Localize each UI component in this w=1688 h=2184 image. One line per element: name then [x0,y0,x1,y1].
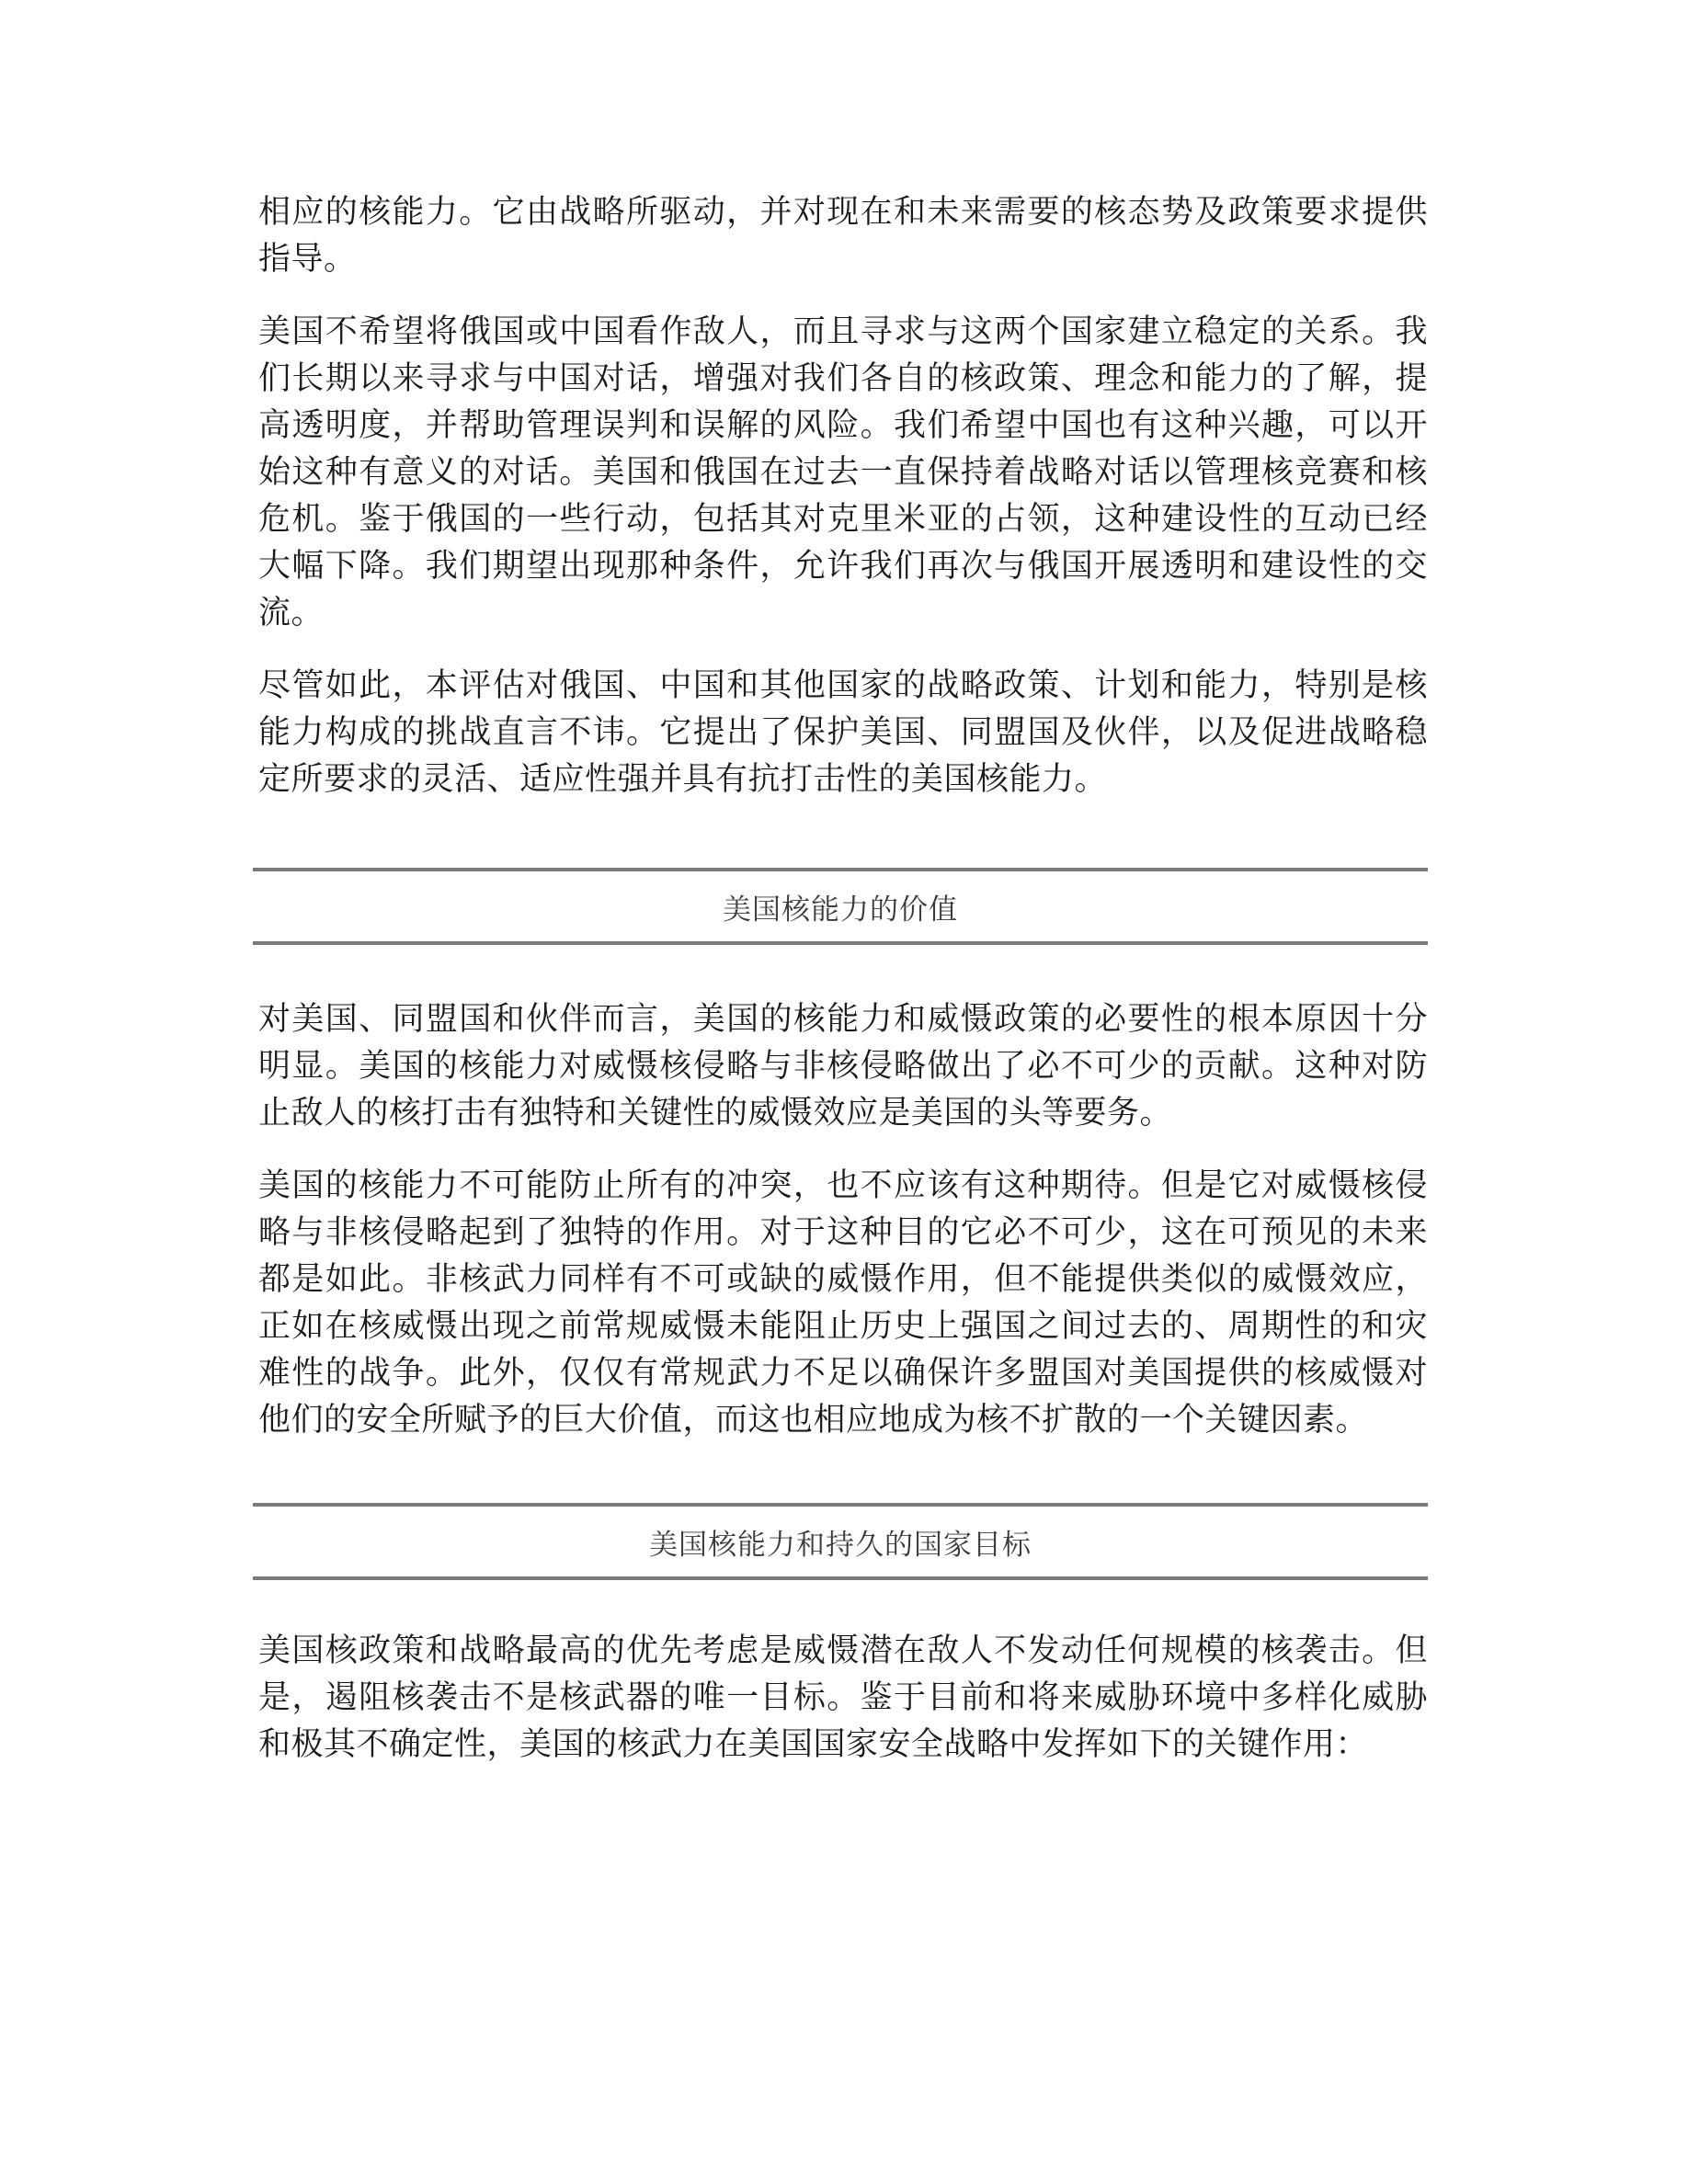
section-title: 美国核能力和持久的国家目标 [649,1528,1032,1562]
section-title: 美国核能力的价值 [723,893,958,927]
paragraph-value-limits: 美国的核能力不可能防止所有的冲突，也不应该有这种期待。但是它对威慑核侵略与非核侵略起到了独特的作用。对于这种目的它必不可少，这在可预见的未来都是如此。非核武力同样有不可或缺的威慑作用，但不能提供类似的威慑效应，正如在核威慑出现之前常规威慑未能阻止历史上强国之间过去的、周期性的和灾难性的战争。此外，仅仅有常规武力不足以确保许多盟国对美国提供的核威慑对他们的安全所赋予的巨大价值，而这也相应地成为核不扩散的一个关键因素。 [258,1167,1428,1439]
paragraph-russia-china-relations: 美国不希望将俄国或中国看作敌人，而且寻求与这两个国家建立稳定的关系。我们长期以来寻求与中国对话，增强对我们各自的核政策、理念和能力的了解，提高透明度，并帮助管理误判和误解的风险。我们希望中国也有这种兴趣，可以开始这种有意义的对话。美国和俄国在过去一直保持着战略对话以管理核竞赛和核危机。鉴于俄国的一些行动，包括其对克里米亚的占领，这种建设性的互动已经大幅下降。我们期望出现那种条件，允许我们再次与俄国开展透明和建设性的交流。 [258,313,1428,631]
paragraph-intro-continuation: 相应的核能力。它由战略所驱动，并对现在和未来需要的核态势及政策要求提供指导。 [258,194,1428,278]
paragraph-assessment-challenges: 尽管如此，本评估对俄国、中国和其他国家的战略政策、计划和能力，特别是核能力构成的挑战直言不讳。它提出了保护美国、同盟国及伙伴，以及促进战略稳定所要求的灵活、适应性强并具有抗打击性的美国核能力。 [258,667,1428,798]
paragraph-national-goals: 美国核政策和战略最高的优先考虑是威慑潜在敌人不发动任何规模的核袭击。但是，遏阻核袭击不是核武器的唯一目标。鉴于目前和将来威胁环境中多样化威胁和极其不确定性，美国的核武力在美国国家安全战略中发挥如下的关键作用： [258,1632,1428,1763]
section-header-national-goals [253,1503,1428,1580]
section-header-value [253,868,1428,945]
paragraph-value-reasons: 对美国、同盟国和伙伴而言，美国的核能力和威慑政策的必要性的根本原因十分明显。美国的核能力对威慑核侵略与非核侵略做出了必不可少的贡献。这种对防止敌人的核打击有独特和关键性的威慑效应是美国的头等要务。 [258,1001,1428,1132]
document-page [258,189,1428,1769]
